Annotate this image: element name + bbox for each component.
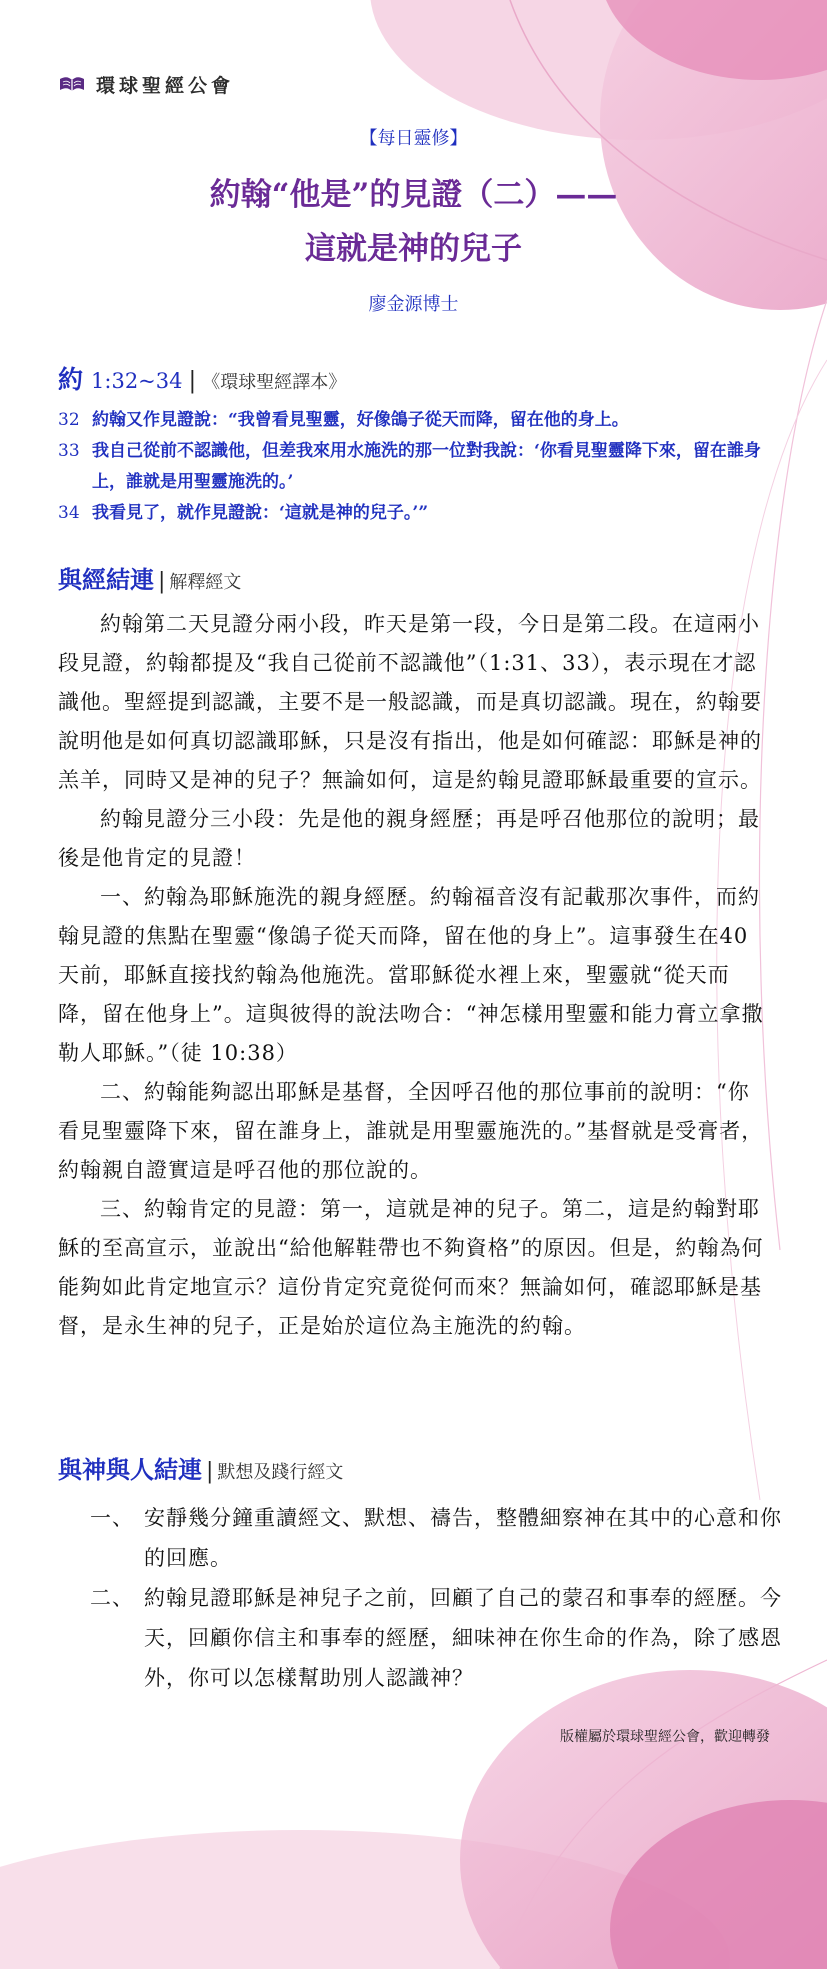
section-title: 與神與人結連 <box>58 1455 202 1484</box>
paragraph: 一、約翰為耶穌施洗的親身經歷。約翰福音沒有記載那次事件，而約翰見證的焦點在聖靈“像鴿子從天而降，留在他的身上”。這事發生在40天前，耶穌直接找約翰為他施洗。當耶穌從水裡上來，聖靈就“從天而降，留在他身上”。這與彼得的說法吻合：“神怎樣用聖靈和能力膏立拿撒勒人耶穌。”（徒 10:38） <box>58 885 764 1065</box>
list-item <box>90 1578 790 1698</box>
verse <box>58 436 778 498</box>
verse-text: 約翰又作見證說：“我曾看見聖靈，好像鴿子從天而降，留在他的身上。 <box>92 410 629 430</box>
paragraph: 約翰第二天見證分兩小段，昨天是第一段，今日是第二段。在這兩小段見證，約翰都提及“我自己從前不認識他”（1:31、33），表示現在才認識他。聖經提到認識，主要不是一般認識，而是真切認識。現在，約翰要說明他是如何真切認識耶穌，只是沒有指出，他是如何確認：耶穌是神的羔羊，同時又是神的兒子？無論如何，這是約翰見證耶穌最重要的宣示。 <box>58 612 762 792</box>
verse-text: 我自己從前不認識他，但差我來用水施洗的那一位對我說：‘你看見聖靈降下來，留在誰身上，誰就是用聖靈施洗的。’ <box>92 441 761 492</box>
list-item-text: 安靜幾分鐘重讀經文、默想、禱告，整體細察神在其中的心意和你的回應。 <box>144 1506 782 1570</box>
paragraph: 二、約翰能夠認出耶穌是基督，全因呼召他的那位事前的說明：“你看見聖靈降下來，留在誰身上，誰就是用聖靈施洗的。”基督就是受膏者，約翰親自證實這是呼召他的那位說的。 <box>58 1080 764 1182</box>
section-heading-application <box>58 1450 343 1485</box>
section-heading-scripture <box>58 560 241 595</box>
page-title <box>0 168 827 276</box>
application-list <box>90 1498 790 1698</box>
author: 廖金源博士 <box>368 294 459 315</box>
scripture-version: 《環球聖經譯本》 <box>202 372 347 393</box>
paragraph: 約翰見證分三小段：先是他的親身經歷；再是呼召他那位的說明；最後是他肯定的見證！ <box>58 807 760 870</box>
title-line-2: 這就是神的兒子 <box>305 231 522 267</box>
section-subtitle: 默想及踐行經文 <box>217 1462 344 1483</box>
verse <box>58 498 778 529</box>
verse-list <box>58 405 778 529</box>
open-book-logo-icon <box>58 70 86 98</box>
verse <box>58 405 778 436</box>
column-tag: 【每日靈修】 <box>359 128 468 149</box>
list-item-number: 一、 <box>90 1506 134 1530</box>
verse-text: 我看見了，就作見證說：‘這就是神的兒子。’” <box>92 503 429 523</box>
brand <box>58 70 234 98</box>
brand-name: 環球聖經公會 <box>96 74 235 97</box>
verse-number: 32 <box>58 410 80 430</box>
paragraph: 三、約翰肯定的見證：第一，這就是神的兒子。第二，這是約翰對耶穌的至高宣示，並說出“給他解鞋帶也不夠資格”的原因。但是，約翰為何能夠如此肯定地宣示？這份肯定究竟從何而來？無論如何，確認耶穌是基督，是永生神的兒子，正是始於這位為主施洗的約翰。 <box>58 1197 764 1338</box>
commentary-body <box>58 605 770 1346</box>
divider-bar: | <box>188 368 197 394</box>
section-subtitle: 解釋經文 <box>169 572 242 593</box>
list-item <box>90 1498 790 1578</box>
divider-bar: | <box>206 1459 214 1484</box>
scripture-book: 約 <box>58 365 84 394</box>
divider-bar: | <box>158 569 166 594</box>
section-title: 與經結連 <box>58 565 154 594</box>
verse-number: 33 <box>58 441 80 461</box>
verse-number: 34 <box>58 503 80 523</box>
title-line-1: 約翰“他是”的見證（二）—— <box>209 177 618 213</box>
scripture-reference <box>58 360 346 396</box>
copyright-notice: 版權屬於環球聖經公會，歡迎轉發 <box>560 1729 770 1745</box>
scripture-range: 1:32~34 <box>91 369 183 393</box>
list-item-number: 二、 <box>90 1586 134 1610</box>
list-item-text: 約翰見證耶穌是神兒子之前，回顧了自己的蒙召和事奉的經歷。今天，回顧你信主和事奉的經歷，細味神在你生命的作為，除了感恩外，你可以怎樣幫助別人認識神？ <box>144 1586 782 1690</box>
